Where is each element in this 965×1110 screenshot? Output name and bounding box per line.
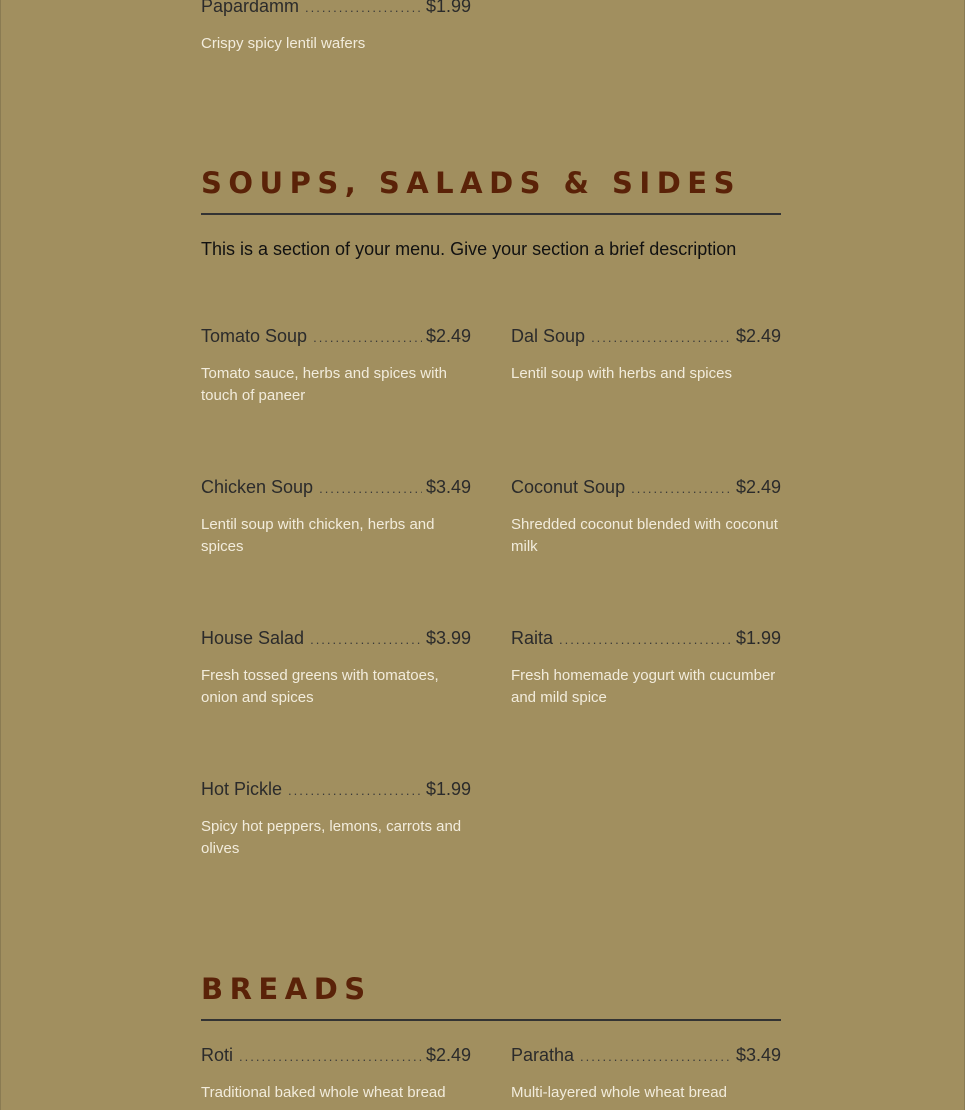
menu-item-name: Chicken Soup — [201, 477, 314, 497]
menu-item-description: Tomato sauce, herbs and spices with touch of paneer — [201, 365, 447, 404]
dot-leader — [559, 629, 732, 651]
menu-item-header — [511, 1044, 781, 1068]
menu-item-price: $2.49 — [735, 477, 781, 497]
menu-item-name: Dal Soup — [511, 326, 586, 346]
menu-item-description: Fresh homemade yogurt with cucumber and mild spice — [511, 667, 776, 706]
menu-item-description: Fresh tossed greens with tomatoes, onion and spices — [201, 667, 439, 706]
dot-leader — [631, 478, 732, 500]
menu-item-raita — [511, 627, 781, 709]
section-divider — [201, 1019, 781, 1021]
section-title-breads: BREADS — [201, 972, 372, 1006]
menu-item-price: $2.49 — [425, 1045, 471, 1065]
menu-item-header — [201, 0, 471, 19]
dot-leader — [239, 1046, 422, 1068]
menu-item-header — [201, 476, 471, 500]
menu-item-description: Crispy spicy lentil wafers — [201, 35, 366, 52]
menu-item-price: $2.49 — [735, 326, 781, 346]
menu-item-paratha — [511, 1044, 781, 1104]
section-title-soups-salads-sides: SOUPS, SALADS & SIDES — [201, 166, 741, 200]
menu-item-header — [201, 778, 471, 802]
menu-item-price: $3.49 — [425, 477, 471, 497]
menu-item-name: House Salad — [201, 628, 305, 648]
page-left-border — [0, 0, 1, 1110]
menu-item-header — [201, 627, 471, 651]
menu-item-name: Tomato Soup — [201, 326, 308, 346]
dot-leader — [580, 1046, 732, 1068]
dot-leader — [288, 780, 422, 802]
dot-leader — [313, 327, 422, 349]
menu-item-description: Lentil soup with herbs and spices — [511, 365, 732, 382]
menu-item-name: Paratha — [511, 1045, 575, 1065]
menu-item-price: $3.99 — [425, 628, 471, 648]
dot-leader — [591, 327, 732, 349]
menu-item-description: Spicy hot peppers, lemons, carrots and olives — [201, 818, 462, 857]
menu-item-header — [511, 325, 781, 349]
menu-item-name: Papardamm — [201, 0, 300, 16]
menu-item-name: Roti — [201, 1045, 234, 1065]
menu-item-name: Hot Pickle — [201, 779, 283, 799]
menu-item-dal-soup — [511, 325, 781, 385]
menu-item-description: Multi-layered whole wheat bread — [511, 1084, 727, 1101]
section-description: This is a section of your menu. Give your section a brief description — [201, 239, 737, 259]
dot-leader — [310, 629, 422, 651]
menu-item-description: Traditional baked whole wheat bread — [201, 1084, 446, 1101]
menu-item-price: $2.49 — [425, 326, 471, 346]
menu-item-chicken-soup — [201, 476, 471, 558]
section-divider — [201, 213, 781, 215]
menu-item-header — [201, 1044, 471, 1068]
menu-item-price: $3.49 — [735, 1045, 781, 1065]
menu-item-price: $1.99 — [735, 628, 781, 648]
menu-item-house-salad — [201, 627, 471, 709]
menu-item-name: Coconut Soup — [511, 477, 626, 497]
menu-item-header — [511, 627, 781, 651]
menu-item-header — [201, 325, 471, 349]
menu-item-roti — [201, 1044, 471, 1104]
menu-item-price: $1.99 — [425, 779, 471, 799]
menu-item-description: Lentil soup with chicken, herbs and spices — [201, 516, 435, 555]
menu-item-header — [511, 476, 781, 500]
menu-item-description: Shredded coconut blended with coconut milk — [511, 516, 778, 555]
menu-item-name: Raita — [511, 628, 554, 648]
dot-leader — [319, 478, 422, 500]
menu-item-price: $1.99 — [425, 0, 471, 16]
dot-leader — [305, 0, 422, 19]
menu-item-hot-pickle — [201, 778, 471, 860]
menu-item-tomato-soup — [201, 325, 471, 407]
menu-item-coconut-soup — [511, 476, 781, 558]
menu-item-papardamm — [201, 0, 471, 55]
